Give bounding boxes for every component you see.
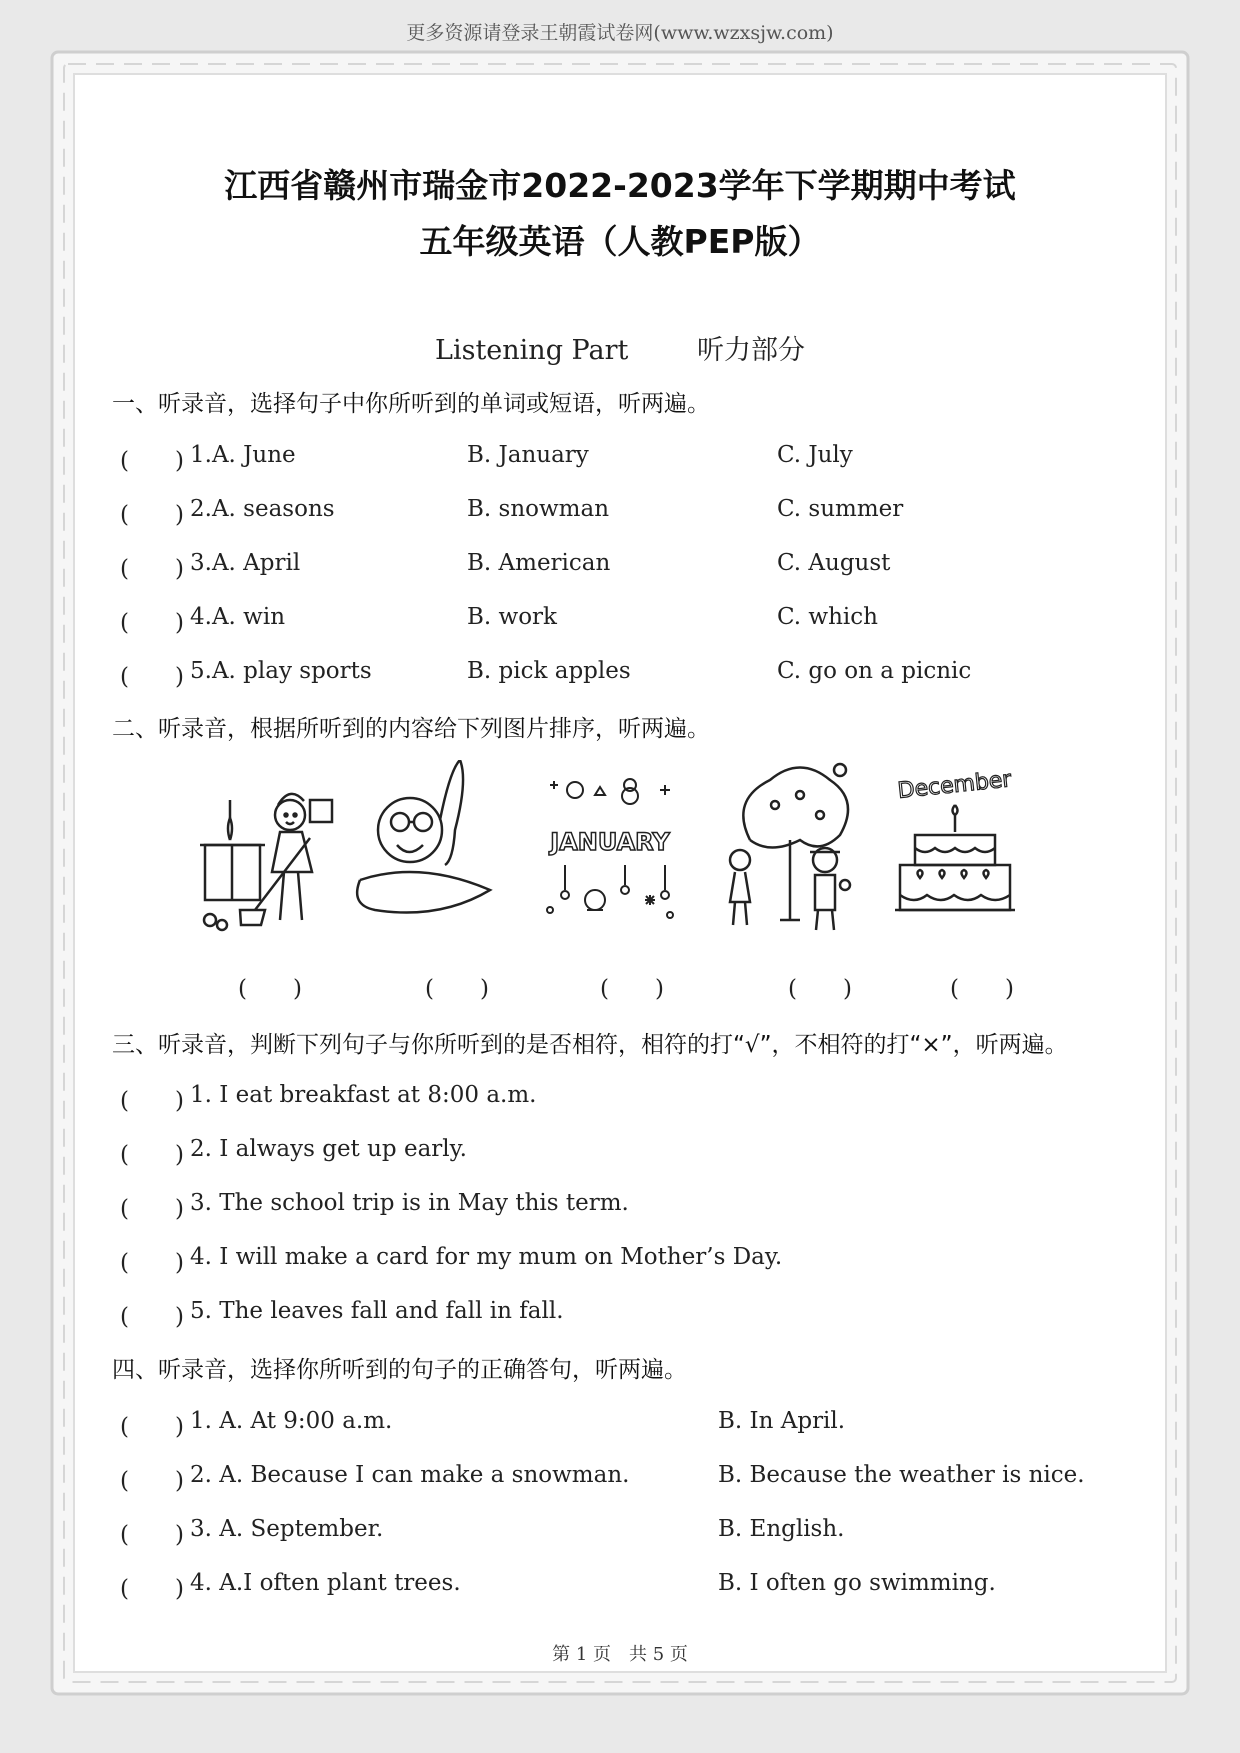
option-a: 4. A.I often plant trees.	[190, 1570, 461, 1596]
option-a: 5.A. play sports	[190, 658, 372, 684]
answer-blank[interactable]: ( )	[120, 1142, 184, 1168]
section-4-heading: 四、听录音，选择你所听到的句子的正确答句，听两遍。	[112, 1357, 687, 1383]
part-heading	[0, 328, 1240, 367]
option-b: B. work	[467, 604, 557, 630]
section-1-heading: 一、听录音，选择句子中你所听到的单词或短语，听两遍。	[112, 391, 710, 417]
option-b: B. American	[467, 550, 611, 576]
option-c: C. summer	[777, 496, 904, 522]
answer-blank[interactable]: ( )	[120, 1414, 184, 1440]
swimming-picture	[355, 760, 505, 940]
answer-blank[interactable]: ( )	[120, 556, 184, 582]
statement: 4. I will make a card for my mum on Mother’s Day.	[190, 1244, 783, 1270]
december-cake-picture	[880, 760, 1030, 940]
option-a: 2. A. Because I can make a snowman.	[190, 1462, 630, 1488]
part-en: Listening Part	[435, 335, 629, 366]
option-a: 1.A. June	[190, 442, 296, 468]
january-picture	[535, 760, 685, 940]
option-a: 3.A. April	[190, 550, 301, 576]
option-b: B. English.	[718, 1516, 845, 1542]
picking-apples-picture	[720, 760, 870, 940]
option-c: C. go on a picnic	[777, 658, 972, 684]
part-cn: 听力部分	[696, 335, 805, 366]
option-b: B. I often go swimming.	[718, 1570, 996, 1596]
option-b: B. January	[467, 442, 589, 468]
picture-order-blank-2[interactable]: ( )	[425, 976, 489, 1002]
option-b: B. In April.	[718, 1408, 846, 1434]
answer-blank[interactable]: ( )	[120, 1304, 184, 1330]
picture-order-blank-3[interactable]: ( )	[600, 976, 664, 1002]
option-c: C. July	[777, 442, 853, 468]
statement: 5. The leaves fall and fall in fall.	[190, 1298, 564, 1324]
answer-blank[interactable]: ( )	[120, 502, 184, 528]
option-a: 1. A. At 9:00 a.m.	[190, 1408, 393, 1434]
january-text: JANUARY	[550, 828, 670, 856]
answer-blank[interactable]: ( )	[120, 610, 184, 636]
answer-blank[interactable]: ( )	[120, 448, 184, 474]
option-b: B. Because the weather is nice.	[718, 1462, 1085, 1488]
top-note: 更多资源请登录王朝霞试卷网(www.wzxsjw.com)	[406, 22, 834, 44]
picture-row	[190, 760, 1050, 950]
option-a: 3. A. September.	[190, 1516, 384, 1542]
exam-subtitle: 五年级英语（人教PEP版）	[419, 222, 821, 261]
option-b: B. snowman	[467, 496, 610, 522]
picture-order-blank-1[interactable]: ( )	[238, 976, 302, 1002]
answer-blank[interactable]: ( )	[120, 1196, 184, 1222]
picture-order-blank-5[interactable]: ( )	[950, 976, 1014, 1002]
section-3-heading: 三、听录音，判断下列句子与你所听到的是否相符，相符的打“√”，不相符的打“×”，听两遍。	[112, 1032, 1068, 1058]
answer-blank[interactable]: ( )	[120, 1088, 184, 1114]
statement: 1. I eat breakfast at 8:00 a.m.	[190, 1082, 537, 1108]
december-text: December	[896, 767, 1013, 804]
option-c: C. August	[777, 550, 891, 576]
option-b: B. pick apples	[467, 658, 631, 684]
answer-blank[interactable]: ( )	[120, 1250, 184, 1276]
answer-blank[interactable]: ( )	[120, 664, 184, 690]
page-footer: 第 1 页 共 5 页	[552, 1644, 688, 1665]
answer-blank[interactable]: ( )	[120, 1522, 184, 1548]
statement: 3. The school trip is in May this term.	[190, 1190, 629, 1216]
option-a: 4.A. win	[190, 604, 286, 630]
section-2-heading: 二、听录音，根据所听到的内容给下列图片排序，听两遍。	[112, 716, 710, 742]
option-a: 2.A. seasons	[190, 496, 335, 522]
picture-order-blank-4[interactable]: ( )	[788, 976, 852, 1002]
answer-blank[interactable]: ( )	[120, 1468, 184, 1494]
statement: 2. I always get up early.	[190, 1136, 467, 1162]
option-c: C. which	[777, 604, 878, 630]
exam-title: 江西省赣州市瑞金市2022-2023学年下学期期中考试	[224, 166, 1016, 205]
cleaning-room-picture	[200, 760, 350, 940]
answer-blank[interactable]: ( )	[120, 1576, 184, 1602]
